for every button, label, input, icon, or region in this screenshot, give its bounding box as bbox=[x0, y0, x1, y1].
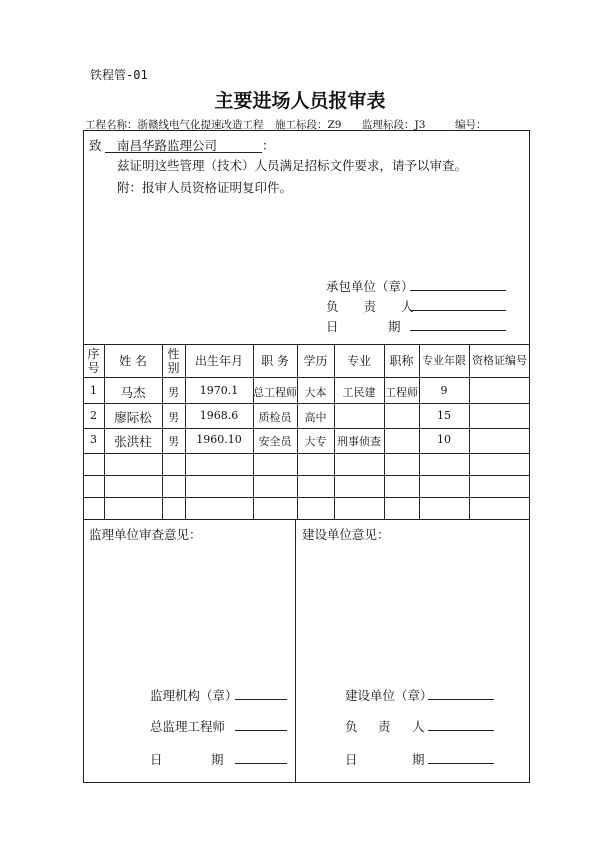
header-gender: 性 别 bbox=[167, 347, 180, 375]
bottom-section-divider bbox=[295, 519, 296, 783]
contractor-date-line bbox=[410, 330, 506, 331]
row2-name: 廖际松 bbox=[114, 410, 152, 425]
supervisor-heading: 监理单位审查意见： bbox=[89, 527, 202, 542]
supervisor-date-char-1: 日 bbox=[150, 752, 163, 767]
row1-years: 9 bbox=[440, 384, 448, 397]
owner-responsible-char-2: 责 bbox=[378, 719, 391, 734]
owner-date-char-2: 期 bbox=[412, 752, 425, 767]
owner-heading: 建设单位意见： bbox=[302, 527, 390, 542]
addressee-suffix: ： bbox=[262, 138, 275, 153]
owner-date-line bbox=[428, 763, 494, 764]
header-education: 学历 bbox=[303, 354, 328, 368]
row1-birth: 1970.1 bbox=[199, 384, 239, 397]
table-column-divider bbox=[185, 344, 186, 519]
table-column-divider bbox=[469, 344, 470, 519]
row1-title: 工程师 bbox=[385, 386, 418, 399]
supervisor-org-line bbox=[235, 699, 287, 700]
row1-seq: 1 bbox=[90, 384, 97, 397]
addressee-prefix: 致 bbox=[89, 138, 102, 153]
table-top-border bbox=[83, 344, 530, 345]
row1-gender: 男 bbox=[168, 386, 179, 399]
header-title: 职称 bbox=[389, 354, 414, 368]
row2-education: 高中 bbox=[304, 411, 327, 424]
attachment-text: 附：报审人员资格证明复印件。 bbox=[117, 180, 293, 195]
header-position: 职 务 bbox=[261, 354, 289, 368]
construction-section: 施工标段：Z9 bbox=[275, 119, 342, 131]
header-years: 专业年限 bbox=[422, 354, 466, 367]
contractor-date-char-2: 期 bbox=[388, 319, 401, 334]
contractor-date-char-1: 日 bbox=[326, 319, 339, 334]
row3-position: 安全员 bbox=[258, 435, 292, 448]
document-number: 编号： bbox=[455, 119, 487, 131]
supervisor-org-label: 监理机构（章） bbox=[150, 688, 238, 703]
addressee-underline bbox=[105, 152, 262, 153]
row3-education: 大专 bbox=[304, 435, 327, 448]
header-cert: 资格证编号 bbox=[472, 354, 527, 367]
owner-date-char-1: 日 bbox=[345, 752, 358, 767]
contractor-responsible-label: 负 责 人 bbox=[326, 299, 414, 314]
row1-name: 马杰 bbox=[120, 385, 146, 400]
project-name: 工程名称：浙赣线电气化提速改造工程 bbox=[85, 119, 264, 131]
owner-responsible-char-3: 人 bbox=[412, 719, 425, 734]
table-column-divider bbox=[384, 344, 385, 519]
table-column-divider bbox=[419, 344, 420, 519]
table-column-divider bbox=[253, 344, 254, 519]
row2-gender: 男 bbox=[168, 411, 179, 424]
table-row-border bbox=[83, 453, 530, 454]
header-birth: 出生年月 bbox=[194, 354, 243, 368]
row3-years: 10 bbox=[437, 433, 451, 446]
table-row-border bbox=[83, 428, 530, 429]
table-row-border bbox=[83, 475, 530, 476]
header-major: 专业 bbox=[346, 354, 371, 368]
row3-birth: 1960.10 bbox=[196, 433, 242, 446]
row3-gender: 男 bbox=[168, 435, 179, 448]
row1-education: 大本 bbox=[304, 386, 327, 399]
table-column-divider bbox=[297, 344, 298, 519]
table-row-border bbox=[83, 497, 530, 498]
owner-unit-label: 建设单位（章） bbox=[345, 688, 433, 703]
table-row-border bbox=[83, 403, 530, 404]
supervisor-date-line bbox=[235, 763, 287, 764]
owner-responsible-line bbox=[428, 730, 494, 731]
addressee-name: 南昌华路监理公司 bbox=[117, 138, 218, 153]
owner-unit-line bbox=[428, 699, 494, 700]
header-seq: 序 号 bbox=[87, 347, 100, 375]
row1-major: 工民建 bbox=[342, 386, 376, 399]
supervision-section: 监理标段：J3 bbox=[362, 119, 426, 131]
row2-seq: 2 bbox=[90, 409, 97, 422]
table-column-divider bbox=[334, 344, 335, 519]
row3-name: 张洪柱 bbox=[114, 434, 152, 449]
row2-position: 质检员 bbox=[258, 411, 292, 424]
owner-responsible-char-1: 负 bbox=[345, 719, 358, 734]
contractor-unit-label: 承包单位（章） bbox=[326, 279, 414, 294]
row2-years: 15 bbox=[437, 409, 451, 422]
row3-major: 刑事侦查 bbox=[337, 435, 381, 448]
certification-text: 兹证明这些管理（技术）人员满足招标文件要求，请予以审查。 bbox=[117, 158, 468, 173]
form-code: 铁程管-01 bbox=[90, 68, 148, 82]
page-title: 主要进场人员报审表 bbox=[214, 90, 386, 112]
chief-supervisor-line bbox=[235, 730, 287, 731]
row3-seq: 3 bbox=[90, 433, 97, 446]
row2-birth: 1968.6 bbox=[199, 409, 239, 422]
chief-supervisor-label: 总监理工程师 bbox=[150, 719, 226, 734]
row1-position: 总工程师 bbox=[253, 386, 297, 399]
supervisor-date-char-2: 期 bbox=[211, 752, 224, 767]
header-name: 姓 名 bbox=[119, 354, 147, 368]
contractor-responsible-line bbox=[410, 310, 506, 311]
table-bottom-border bbox=[83, 519, 530, 520]
table-header-border bbox=[83, 377, 530, 378]
contractor-unit-line bbox=[410, 290, 506, 291]
